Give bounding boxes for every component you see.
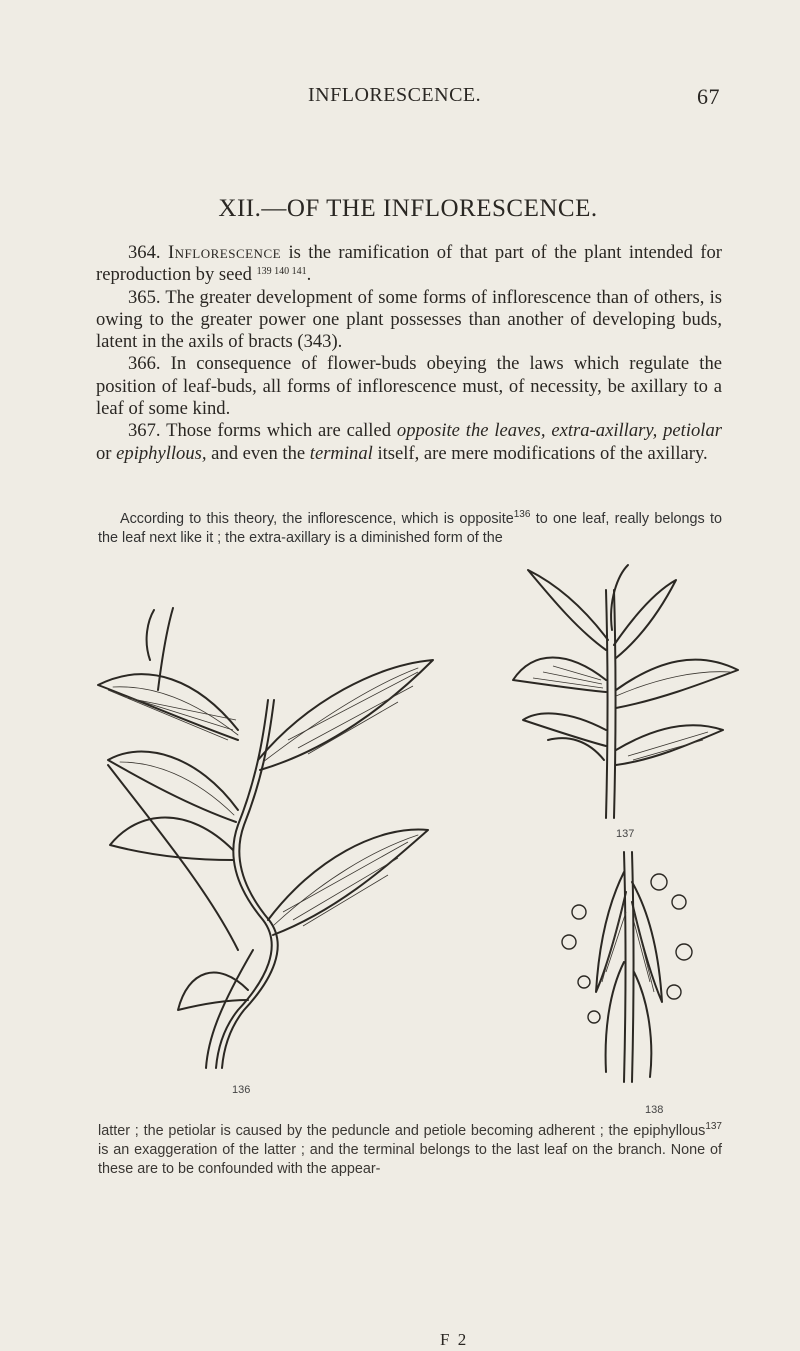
paragraph-number: 364. (128, 242, 161, 263)
running-head (96, 84, 720, 110)
italic-term: epiphyllous, (116, 442, 207, 464)
paragraph-text: In consequence of flower-buds obeying the laws which regulate the position of leaf-buds, all forms of inflorescence must, of necessity, be axillary to a leaf of some kind. (96, 353, 722, 420)
printer-signature: F 2 (440, 1330, 469, 1349)
reference-marks: 139 140 141 (256, 266, 307, 278)
reference-mark: 137 (705, 1121, 722, 1132)
paragraph-text: The greater development of some forms of inflorescence than of others, is owing to the greater power one plant possesses than another of developing buds, latent in the axils of bracts (343). (96, 286, 722, 353)
paragraph-text: is the ramification of that part of the plant intended for reproduction by seed (96, 242, 722, 286)
paragraph-text: Those forms which are called (160, 420, 397, 442)
small-print-text: to one leaf, really belongs to the leaf next like it ; the extra-axillary is a diminished form of the (98, 511, 722, 546)
figure-136-label: 136 (232, 1084, 251, 1096)
paragraph-364 (96, 242, 722, 287)
paragraph-text: and even the (206, 442, 310, 464)
paragraph-text: or (96, 442, 117, 464)
chapter-title: XII.—OF THE INFLORESCENCE. (218, 195, 598, 222)
paragraph-366 (96, 353, 722, 420)
small-print-text: According to this theory, the inflorescence, which is opposite (120, 511, 514, 527)
small-print-paragraph (98, 1122, 722, 1179)
paragraph-text: itself, are mere modifications of the axillary. (372, 442, 708, 464)
reference-mark: 136 (513, 509, 531, 520)
small-print-top (98, 510, 722, 548)
small-print-paragraph (98, 510, 722, 548)
small-print-text: latter ; the petiolar is caused by the peduncle and petiole becoming adherent ; the epiphyllous (98, 1123, 706, 1139)
lead-term: Inflorescence (167, 242, 282, 263)
figure-136-illustration (88, 590, 448, 1070)
paragraph-365 (96, 287, 722, 354)
main-text (96, 242, 722, 465)
figure-137-illustration (508, 560, 748, 820)
figure-138-illustration (554, 842, 704, 1086)
paragraph-number: 365. (128, 286, 161, 308)
running-head-title: INFLORESCENCE. (308, 84, 482, 106)
small-print-text: is an exaggeration of the latter ; and the terminal belongs to the last leaf on the branch. None of these are to be confounded with the appear- (98, 1142, 722, 1177)
italic-term: terminal (309, 442, 373, 464)
figure-137-label: 137 (616, 828, 635, 840)
page-number: 67 (697, 84, 720, 109)
paragraph-367 (96, 420, 722, 465)
paragraph-end: . (306, 264, 312, 286)
figure-138-label: 138 (645, 1104, 664, 1116)
italic-term: opposite the leaves, extra-axillary, petiolar (396, 420, 722, 442)
paragraph-number: 366. (128, 353, 161, 375)
paragraph-number: 367. (128, 420, 161, 442)
small-print-bottom (98, 1122, 722, 1179)
